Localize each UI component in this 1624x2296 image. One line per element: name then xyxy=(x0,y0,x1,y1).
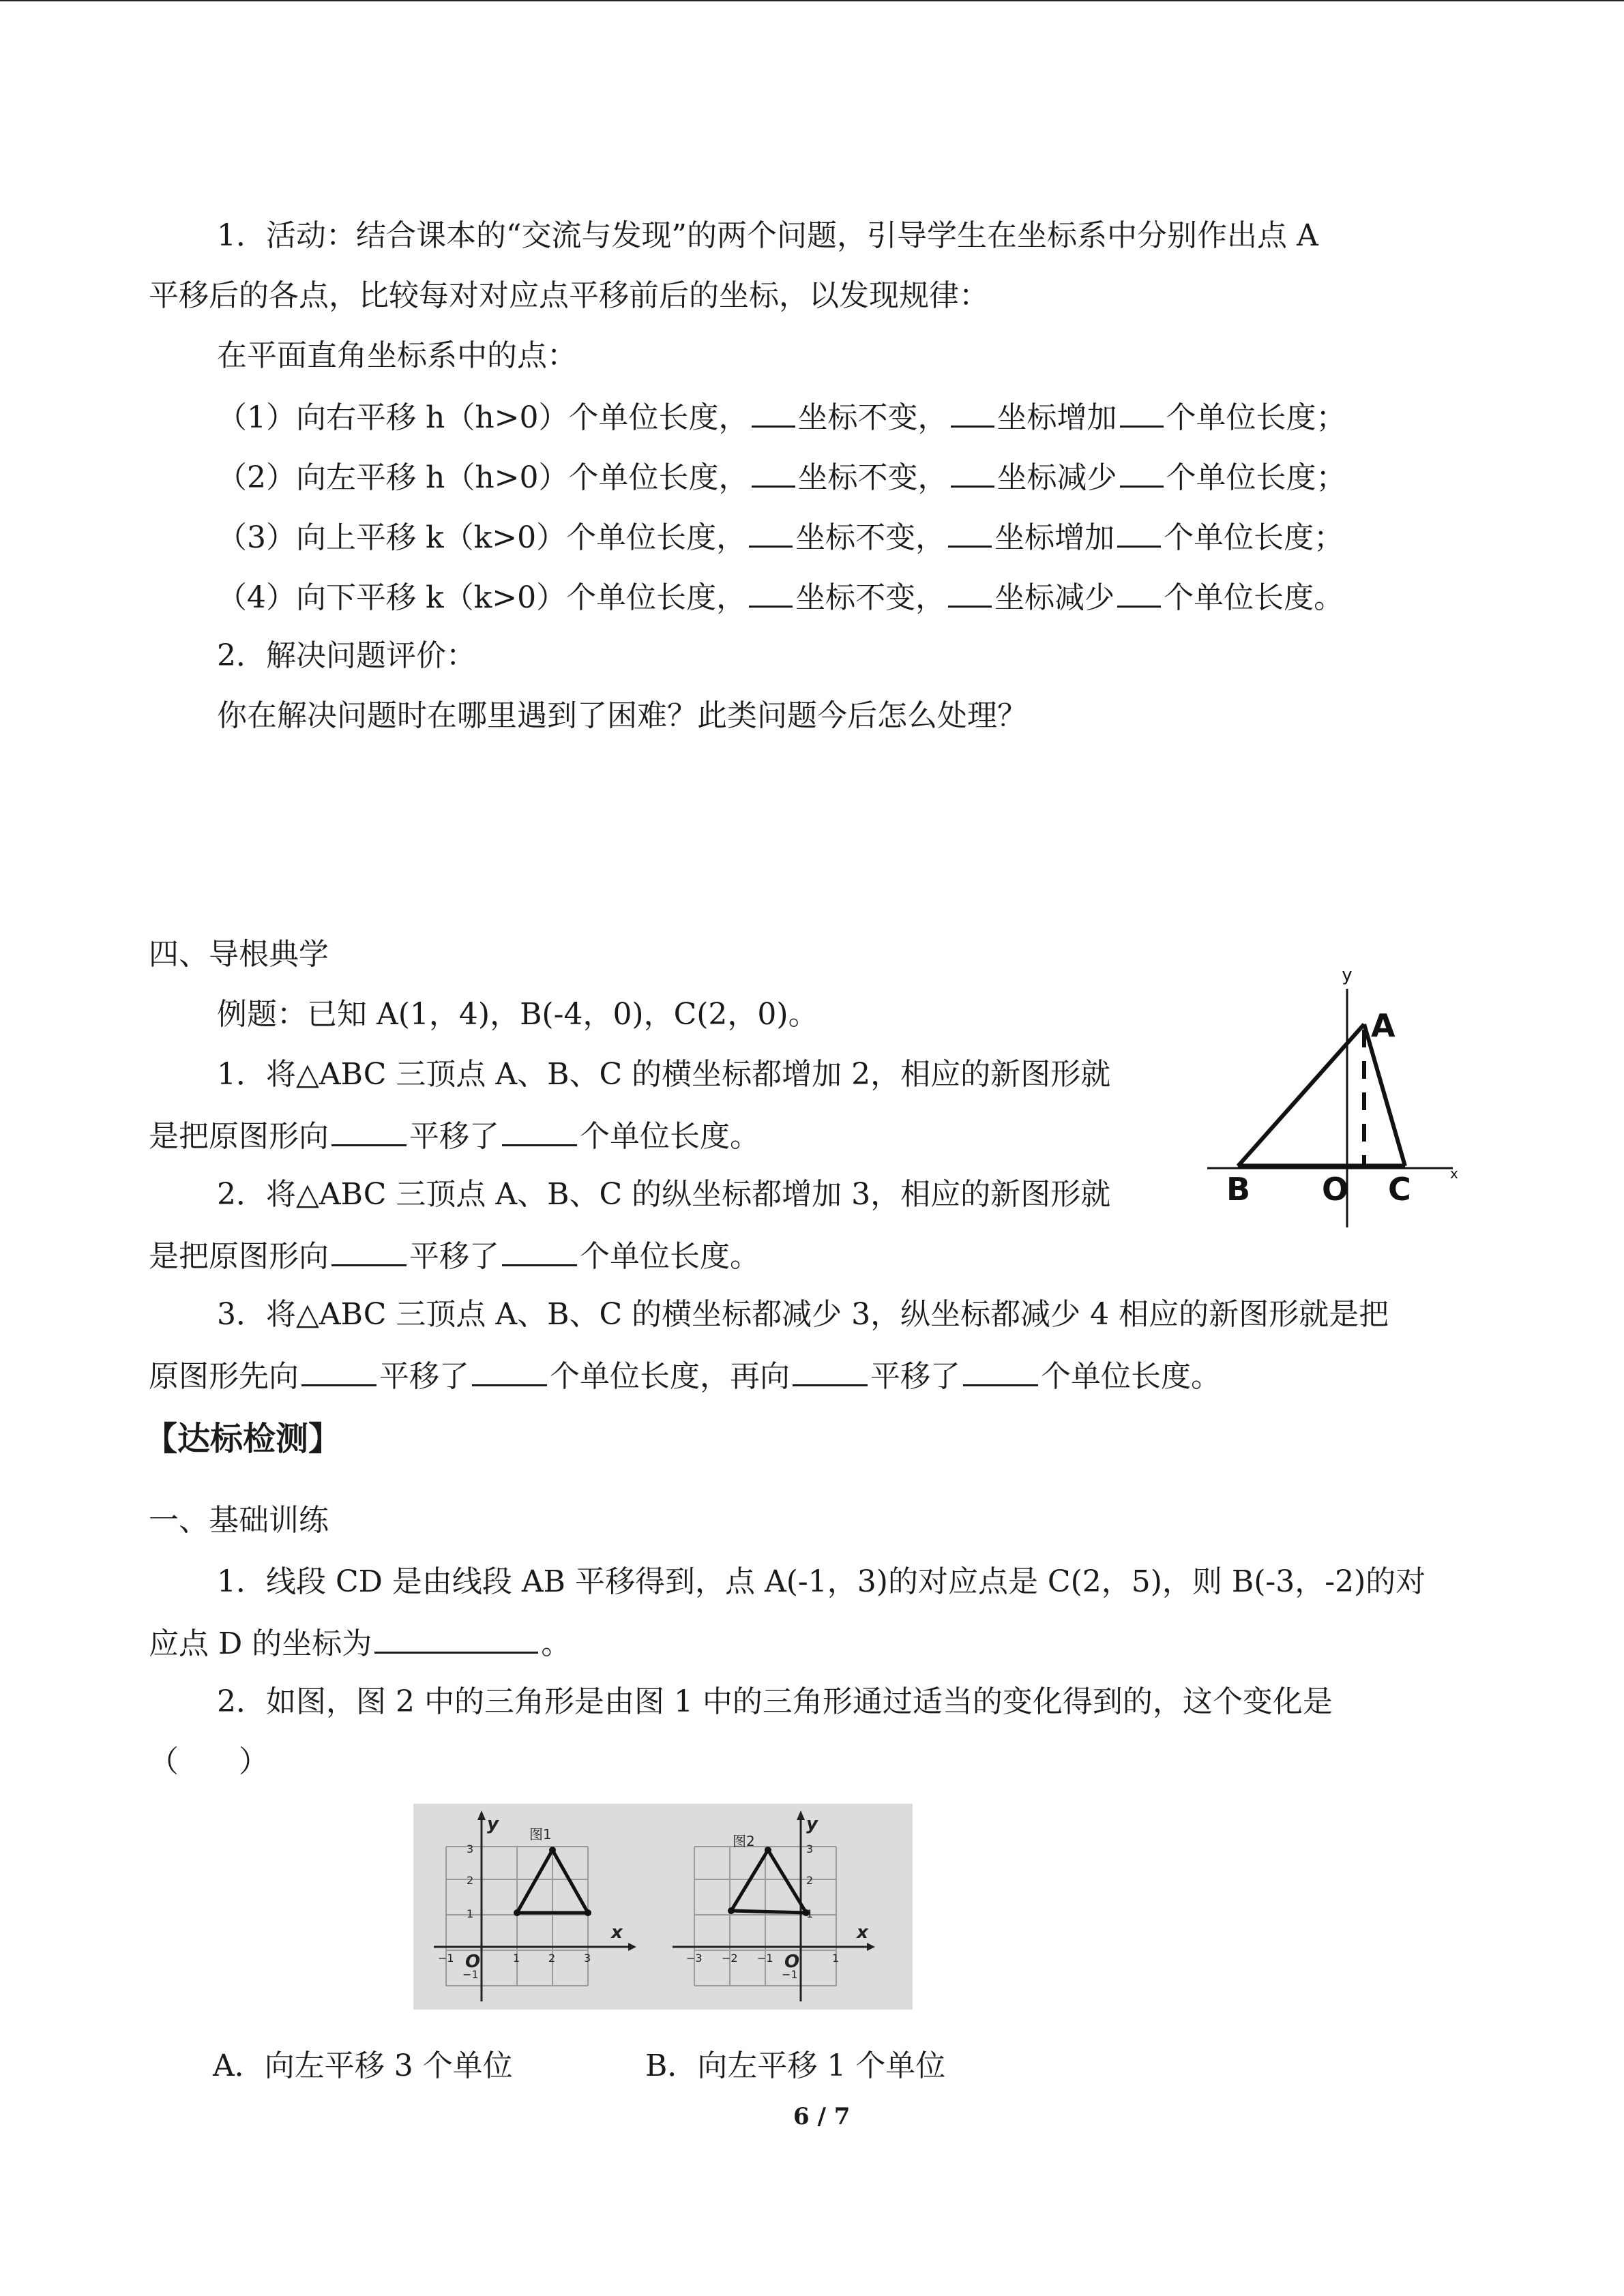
y-tick: 1 xyxy=(806,1907,814,1920)
fig1-label: 图1 xyxy=(529,1826,552,1843)
blank[interactable] xyxy=(1120,456,1164,488)
check-q1-b xyxy=(149,1622,571,1665)
rule-line-4 xyxy=(217,576,1344,618)
q-text: 个单位长度，再向 xyxy=(550,1359,790,1394)
rule-text: 坐标不变， xyxy=(797,400,948,435)
vertex xyxy=(585,1909,591,1916)
vertex xyxy=(549,1847,556,1853)
blank[interactable] xyxy=(472,1354,547,1386)
vertex xyxy=(728,1907,735,1914)
rule-line-2 xyxy=(217,456,1346,498)
figure-background xyxy=(413,1804,913,2010)
y-tick: 2 xyxy=(806,1874,814,1887)
blank[interactable] xyxy=(301,1354,377,1386)
label-a: A xyxy=(1371,1007,1396,1044)
q-text: 平移了 xyxy=(870,1359,960,1394)
check-q1-a: 1．线段 CD 是由线段 AB 平移得到，点 A(-1，3)的对应点是 C(2，5)，则 B(-3，-2)的对 xyxy=(217,1564,1426,1599)
rule-text: 坐标不变， xyxy=(795,520,946,555)
vertex xyxy=(765,1847,771,1853)
rule-text: （3）向上平移 k（k>0）个单位长度， xyxy=(217,520,747,555)
q-text: 个单位长度。 xyxy=(1041,1359,1221,1394)
fig2-label: 图2 xyxy=(733,1833,755,1849)
blank[interactable] xyxy=(951,456,994,488)
x-tick: −2 xyxy=(722,1952,738,1965)
blank[interactable] xyxy=(502,1114,577,1146)
y-tick: 3 xyxy=(806,1843,814,1855)
y-tick: −1 xyxy=(782,1968,798,1981)
q2-line-b xyxy=(149,1234,760,1277)
activity-p1b: 平移后的各点，比较每对对应点平移前后的坐标，以发现规律： xyxy=(149,278,989,313)
rule-text: 坐标减少 xyxy=(996,460,1117,495)
side-ab xyxy=(1238,1024,1364,1166)
x-axis-label: x xyxy=(1450,1165,1458,1182)
origin-1: O xyxy=(465,1952,481,1972)
rule-line-3 xyxy=(217,516,1344,558)
blank[interactable] xyxy=(331,1114,407,1146)
option-a[interactable]: A．向左平移 3 个单位 xyxy=(213,2048,513,2083)
rule-text: （2）向左平移 h（h>0）个单位长度， xyxy=(217,460,749,495)
blank[interactable] xyxy=(374,1622,538,1654)
blank[interactable] xyxy=(951,396,994,428)
blank[interactable] xyxy=(948,516,992,548)
rule-text: （1）向右平移 h（h>0）个单位长度， xyxy=(217,400,749,435)
x-tick: 2 xyxy=(548,1952,556,1965)
blank[interactable] xyxy=(963,1354,1038,1386)
y-tick: −1 xyxy=(462,1968,479,1981)
blank[interactable] xyxy=(502,1234,577,1266)
x-label-1: x xyxy=(611,1922,623,1943)
page-number: 6 / 7 xyxy=(793,2103,851,2130)
rule-text: 坐标减少 xyxy=(994,580,1115,615)
q-text: 个单位长度。 xyxy=(580,1119,760,1154)
q-text: 平移了 xyxy=(379,1359,469,1394)
eval-title: 2．解决问题评价： xyxy=(217,638,476,673)
x-tick: −1 xyxy=(757,1952,773,1965)
label-c: C xyxy=(1388,1171,1411,1208)
rule-text: 坐标不变， xyxy=(797,460,948,495)
x-tick: 3 xyxy=(584,1952,591,1965)
blank[interactable] xyxy=(749,516,793,548)
origin-2: O xyxy=(784,1952,800,1972)
blank[interactable] xyxy=(749,576,793,608)
rule-text: 坐标不变， xyxy=(795,580,946,615)
example-text: 例题：已知 A(1，4)，B(-4，0)，C(2，0)。 xyxy=(217,997,818,1032)
x-tick: −3 xyxy=(686,1952,703,1965)
y-label-2: y xyxy=(806,1814,818,1834)
rule-text: 个单位长度。 xyxy=(1164,580,1344,615)
label-b: B xyxy=(1226,1171,1251,1208)
activity-intro: 在平面直角坐标系中的点： xyxy=(217,338,577,373)
side-ac xyxy=(1364,1024,1405,1166)
rule-text: 坐标增加 xyxy=(996,400,1117,435)
x-tick: 1 xyxy=(513,1952,520,1965)
blank[interactable] xyxy=(752,456,795,488)
rule-text: 坐标增加 xyxy=(994,520,1115,555)
q-text: 应点 D 的坐标为 xyxy=(149,1626,372,1661)
q3-line-a: 3．将△ABC 三顶点 A、B、C 的横坐标都减少 3，纵坐标都减少 4 相应的新图形就是把 xyxy=(217,1297,1389,1332)
x-label-2: x xyxy=(857,1922,868,1943)
blank[interactable] xyxy=(1120,396,1164,428)
y-axis-label: y xyxy=(1342,965,1353,985)
y-tick: 1 xyxy=(467,1907,474,1920)
y-label-1: y xyxy=(487,1814,499,1834)
section4-title: 四、导根典学 xyxy=(149,937,329,972)
blank[interactable] xyxy=(948,576,992,608)
check-subtitle: 一、基础训练 xyxy=(149,1503,329,1538)
check-heading: 【达标检测】 xyxy=(145,1420,342,1458)
check-q2-a: 2．如图，图 2 中的三角形是由图 1 中的三角形通过适当的变化得到的，这个变化是 xyxy=(217,1684,1333,1719)
label-o: O xyxy=(1322,1171,1349,1208)
q-text: 平移了 xyxy=(409,1119,499,1154)
check-q2-b: （ ） xyxy=(149,1744,269,1779)
rule-text: （4）向下平移 k（k>0）个单位长度， xyxy=(217,580,747,615)
x-tick: 1 xyxy=(832,1952,840,1965)
blank[interactable] xyxy=(1117,576,1161,608)
q-text: 个单位长度。 xyxy=(580,1239,760,1274)
q1-line-b xyxy=(149,1114,760,1157)
y-tick: 2 xyxy=(467,1874,474,1887)
rule-text: 个单位长度； xyxy=(1164,520,1344,555)
rule-text: 个单位长度； xyxy=(1166,460,1346,495)
rule-text: 个单位长度； xyxy=(1166,400,1346,435)
activity-p1a: 1．活动：结合课本的“交流与发现”的两个问题，引导学生在坐标系中分别作出点 A xyxy=(217,218,1318,253)
blank[interactable] xyxy=(1117,516,1161,548)
q-text: 是把原图形向 xyxy=(149,1119,329,1154)
eval-question: 你在解决问题时在哪里遇到了困难？此类问题今后怎么处理？ xyxy=(217,698,1027,733)
rule-line-1 xyxy=(217,396,1346,438)
vertex xyxy=(514,1909,520,1916)
q2-line-a: 2．将△ABC 三顶点 A、B、C 的纵坐标都增加 3，相应的新图形就 xyxy=(217,1177,1111,1212)
blank[interactable] xyxy=(331,1234,407,1266)
top-border xyxy=(0,0,1624,1)
translation-grid-figure xyxy=(413,1804,913,2010)
blank[interactable] xyxy=(793,1354,868,1386)
y-tick: 3 xyxy=(467,1843,474,1855)
blank[interactable] xyxy=(752,396,795,428)
q1-line-a: 1．将△ABC 三顶点 A、B、C 的横坐标都增加 2，相应的新图形就 xyxy=(217,1057,1111,1092)
q3-line-b xyxy=(149,1354,1221,1397)
triangle-abc-figure xyxy=(1200,961,1473,1234)
q-text: 。 xyxy=(541,1626,572,1661)
x-tick: −1 xyxy=(438,1952,454,1965)
q-text: 原图形先向 xyxy=(149,1359,299,1394)
q-text: 是把原图形向 xyxy=(149,1239,329,1274)
q-text: 平移了 xyxy=(409,1239,499,1274)
option-b[interactable]: B．向左平移 1 个单位 xyxy=(645,2048,946,2083)
